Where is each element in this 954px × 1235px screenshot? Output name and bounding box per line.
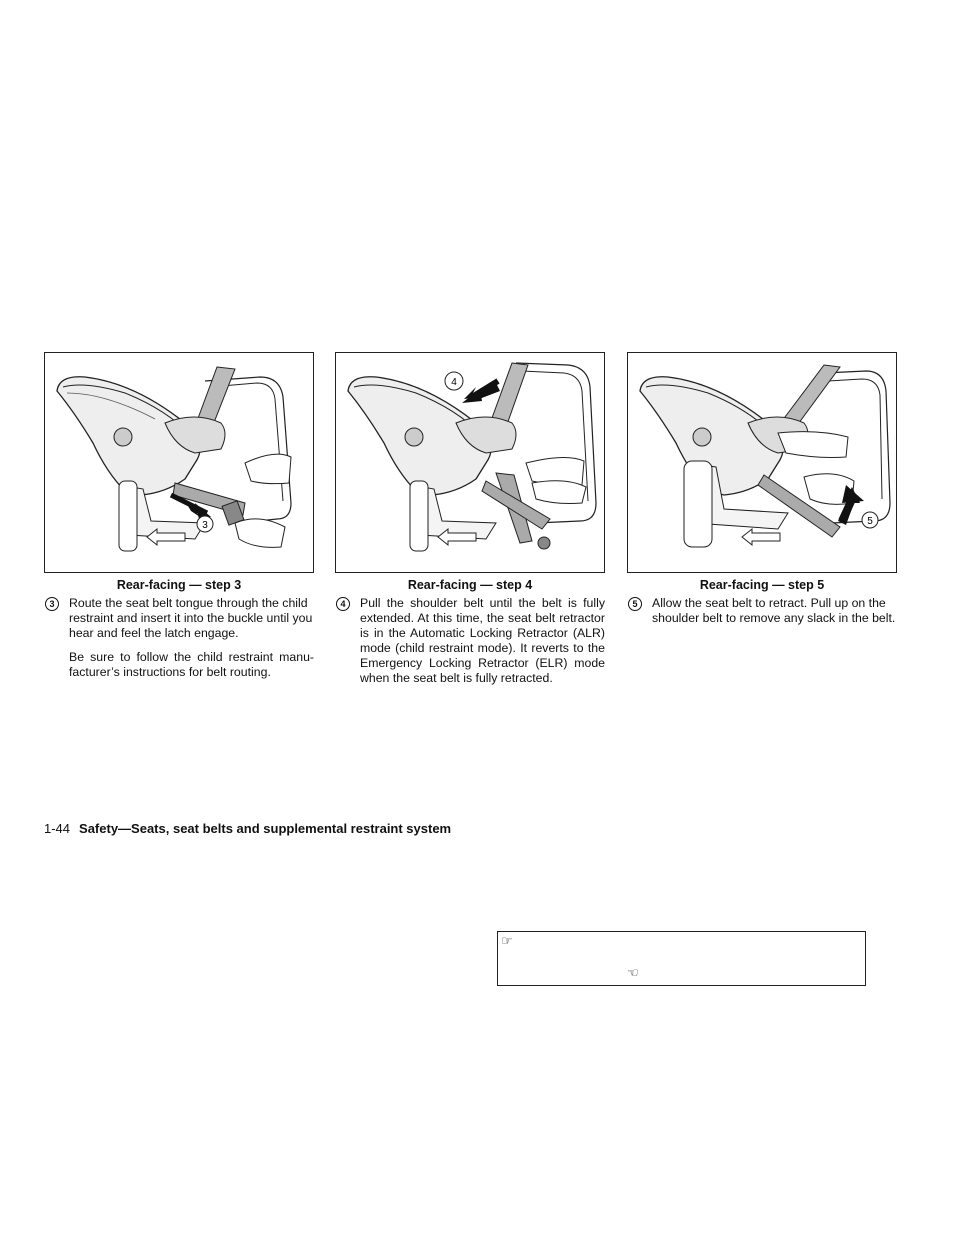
step-5-column [627,352,897,626]
step-number-badge: 3 [45,597,59,611]
step-number-badge: 5 [628,597,642,611]
step-text: Pull the shoulder belt until the belt is fully extended. At this time, the seat belt retractor is in the Automatic Locking Retractor (ALR) mode (child restraint mode). It reverts to the Emergency Locking Retractor (ELR) mode when the seat belt is fully retracted. [360,596,605,685]
step-3-callout: 3 [202,520,208,531]
step-3-note: Be sure to follow the child restraint manu-facturer’s instructions for belt routing. [69,650,314,679]
reference-box [497,931,866,986]
figure-caption: Rear-facing — step 3 [116,578,242,592]
step-3-column [44,352,314,680]
step-4-callout: 4 [451,377,457,388]
pointing-hand-icon: ☞ [501,933,513,948]
page-number: 1-44 [44,821,71,836]
step-5-illustration [627,352,897,573]
figure-caption: Rear-facing — step 5 [699,578,825,592]
step-4-instruction [335,596,605,686]
step-4-column [335,352,605,686]
step-3-instruction [44,596,314,641]
pointing-hand-icon: ☜ [627,965,639,980]
child-seat-drawing [45,353,313,572]
step-4-illustration [335,352,605,573]
step-text: Route the seat belt tongue through the child restraint and insert it into the buckle until you hear and feel the latch engage. [69,596,313,640]
step-5-instruction [627,596,897,626]
child-seat-drawing [336,353,604,572]
step-3-illustration [44,352,314,573]
figure-caption: Rear-facing — step 4 [407,578,533,592]
section-title: Safety—Seats, seat belts and supplemental restraint system [79,821,452,836]
page-footer [44,821,451,836]
child-seat-drawing [628,353,896,572]
step-number-badge: 4 [336,597,350,611]
step-5-callout: 5 [867,516,873,527]
step-text: Allow the seat belt to retract. Pull up on the shoulder belt to remove any slack in the belt. [652,596,896,625]
